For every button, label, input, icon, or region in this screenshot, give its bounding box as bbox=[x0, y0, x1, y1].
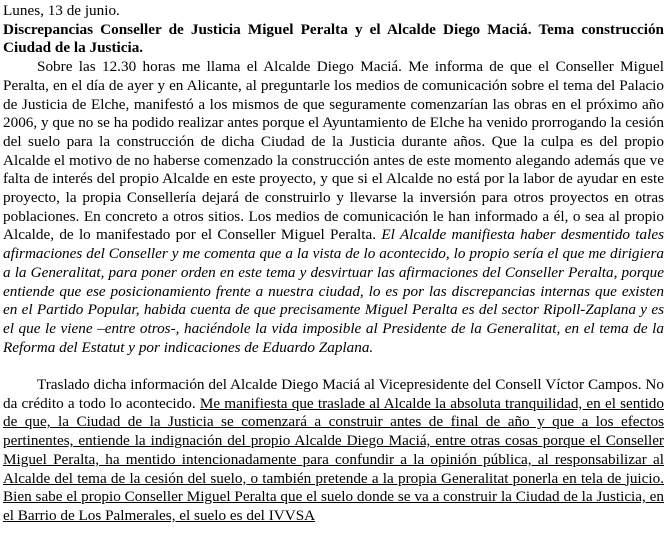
paragraph2-underlined-text: Me manifiesta que traslade al Alcalde la absoluta tranquilidad, en el sentido de que, la Ciudad de la Justicia se comenzará a construir antes de final de año y que a los efectos pertinentes, entiende la indignación del propio Alcalde Diego Maciá, entre otras cosas porque el Conseller Miguel Peralta, ha mentido intencionadamente para confundir a la opinión pública, al responsabilizar al Alcalde del tema de la cesión del suelo, o también pretende a la propia Generalitat ponerla en tela de juicio. Bien sabe el propio Conseller Miguel Peralta que el suelo donde se va a construir la Ciudad de la Justicia, en el Barrio de Los Palmerales, el suelo es del IVVSA bbox=[3, 394, 664, 524]
paragraph-conseller-call bbox=[3, 58, 664, 357]
document-heading: Discrepancias Conseller de Justicia Miguel Peralta y el Alcalde Diego Maciá. Tema construcción Ciudad de la Justicia. bbox=[3, 20, 664, 57]
paragraph2-normal-text: Traslado dicha información del Alcalde Diego Maciá al Vicepresidente del Consell Víctor Campos. No da crédito a todo lo acontecido. bbox=[3, 376, 664, 412]
paragraph1-normal-text: Sobre las 12.30 horas me llama el Alcalde Diego Maciá. Me informa de que el Conseller Miguel Peralta, en el día de ayer y en Alicante, al preguntarle los medios de comunicación sobre el tema del Palacio de Justicia de Elche, manifestó a los mismos de que seguramente comenzarían las obras en el próximo año 2006, y que no se ha podido realizar antes porque el Ayuntamiento de Elche ha venido prorrogando la cesión del suelo para la construcción de dicha Ciudad de la Justicia durante años. Que la culpa es del propio Alcalde el motivo de no haberse comenzado la construcción antes de este momento alegando además que ve falta de interés del propio Alcalde en este proyecto, y que si el Alcalde no está por la labor de ayudar en este proyecto, la propia Consellería dejará de construirlo y llevarse la inversión para otros proyectos en otras poblaciones. En concreto a otros sitios. Los medios de comunicación le han informado a él, o sea al propio Alcalde, de lo manifestado por el Conseller Miguel Peralta. bbox=[3, 58, 664, 244]
paragraph-traslado-informacion bbox=[3, 376, 664, 526]
date-line: Lunes, 13 de junio. bbox=[3, 2, 120, 19]
paragraph1-italic-text: El Alcalde manifiesta haber desmentido tales afirmaciones del Conseller y me comenta que a la vista de lo acontecido, lo propio sería el que me dirigiera a la Generalitat, para poner orden en este tema y desvirtuar las afirmaciones del Conseller Peralta, porque entiende que ese posicionamiento frente a nuestra ciudad, lo es por las discrepancias internas que existen en el Partido Popular, habida cuenta de que precisamente Miguel Peralta es del sector Ripoll-Zaplana y es el que le viene –entre otros-, haciéndole la vida imposible al Presidente de la Generalitat, en el tema de la Reforma del Estatut y por indicaciones de Eduardo Zaplana. bbox=[3, 226, 664, 356]
